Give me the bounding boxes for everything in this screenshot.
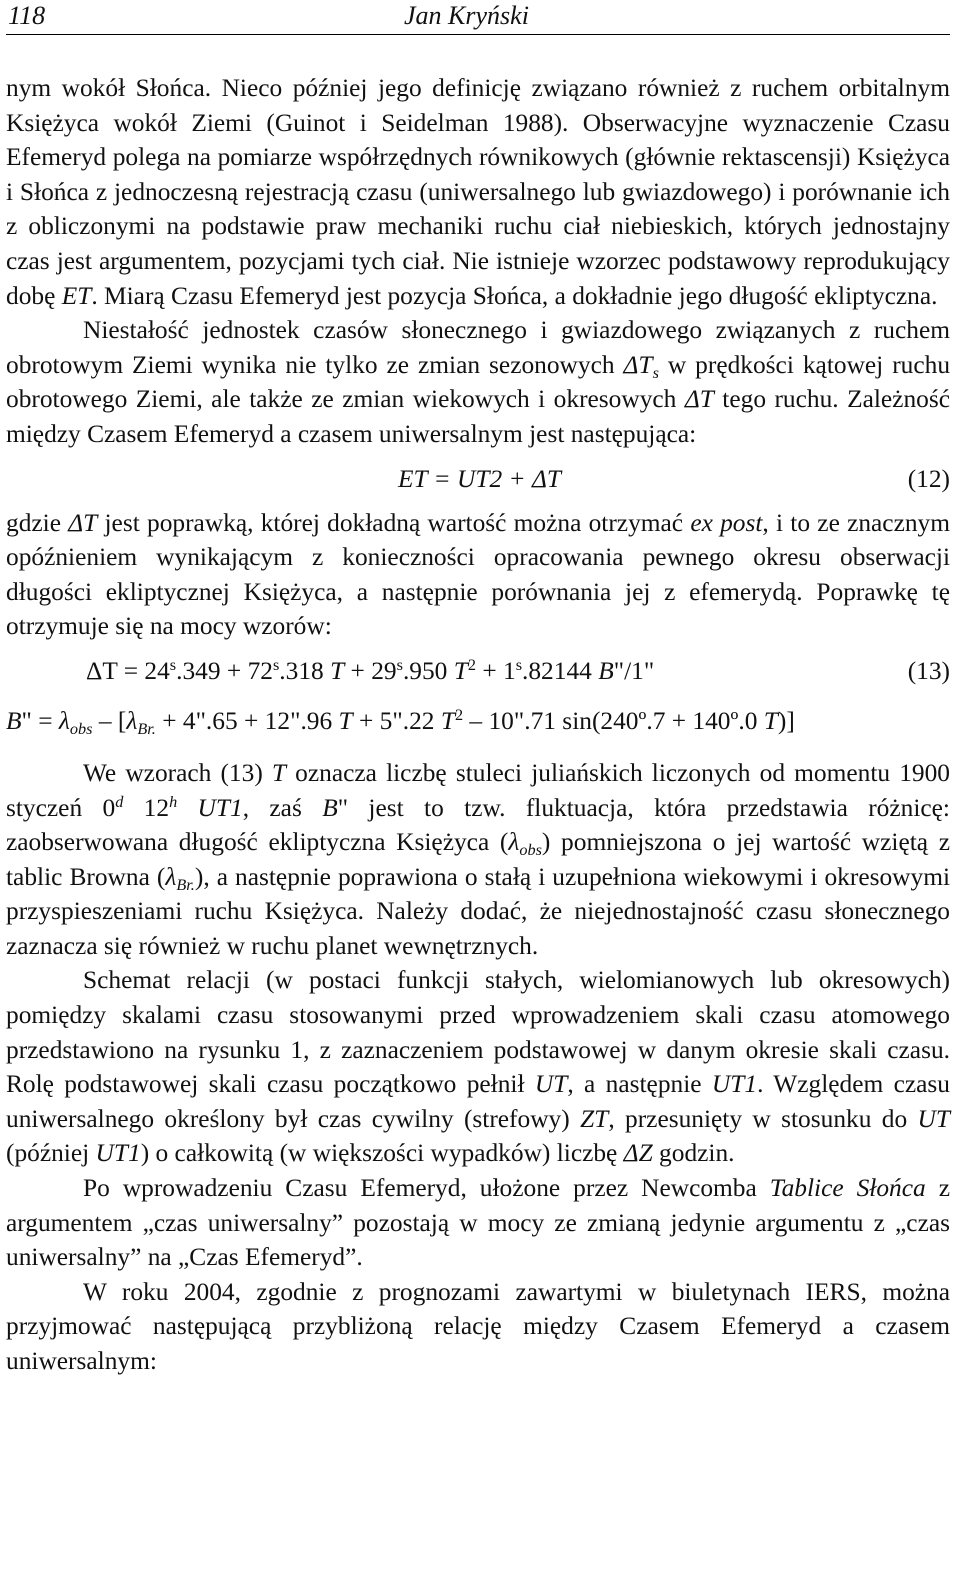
paragraph-1: nym wokół Słońca. Nieco później jego definicję związano również z ruchem orbitalnym Księżyca wokół Ziemi (Guinot i Seidelman 1988). Obserwacyjne wyznaczenie Czasu Efemeryd polega na pomiarze współrzędnych równikowych (głównie rektascensji) Księżyca i Słońca z jednoczesną rejestracją czasu (uniwersalnego lub gwiazdowego) i porównanie ich z obliczonymi na podstawie praw mechaniki ruchu ciał niebieskich, których jednostajny czas jest argumentem, pozycjami tych ciał. Nie istnieje wzorzec podstawowy reprodukujący dobę ET. Miarą Czasu Efemeryd jest pozycja Słońca, a dokładnie jego długość ekliptyczna. xyxy=(6,74,950,310)
equation-12-number: (12) xyxy=(907,464,950,493)
paragraph-5: Schemat relacji (w postaci funkcji stałych, wielomianowych lub okresowych) pomiędzy skalami czasu stosowanymi przed wprowadzeniem skali czasu atomowego przedstawiono na rysunku 1, z zaznaczeniem podstawowej w danym okresie skali czasu. Rolę podstawowej skali czasu początkowo pełnił UT, a następnie UT1. Względem czasu uniwersalnego określony był czas cywilny (strefowy) ZT, przesunięty w stosunku do UT (później UT1) o całkowitą (w większości wypadków) liczbę ΔZ godzin. xyxy=(6,966,951,1168)
equation-fluctuation-body: B" = $\lambda_{obs} - [\lambda_{Br.}$ + 4".65 + 12".96 T + 5".22 $T^2$ – 10".71 sin(240º.7 + 140º.0 T)] xyxy=(6,705,795,738)
paragraph-7: W roku 2004, zgodnie z prognozami zawartymi w biuletynach IERS, można przyjmować następującą przybliżoną relację między Czasem Efemeryd a czasem uniwersalnym: xyxy=(6,1277,950,1375)
equation-13-number: (13) xyxy=(907,656,950,685)
paragraph-2: Niestałość jednostek czasów słonecznego i gwiazdowego związanych z ruchem obrotowym Ziemi wynika nie tylko ze zmian sezonowych $\Delta T_s$ w prędkości kątowej ruchu obrotowego Ziemi, ale także ze zmian wiekowych i okresowych ΔT tego ruchu. Zależność między Czasem Efemeryd a czasem uniwersalnym jest następująca: xyxy=(6,316,951,448)
equation-fluctuation xyxy=(6,698,950,756)
paragraph-3: gdzie ΔT jest poprawką, której dokładną wartość można otrzymać ex post, i to ze znacznym opóźnieniem wynikającym z konieczności opracowania pewnego okresu obserwacji długości ekliptycznej Księżyca, a następnie porównania jej z efemerydą. Poprawkę tę otrzymuje się na mocy wzorów: xyxy=(6,508,950,641)
paragraph-6: Po wprowadzeniu Czasu Efemeryd, ułożone przez Newcomba Tablice Słońca z argumentem „czas uniwersalny” pozostają w mocy ze zmianą jedynie argumentu z „czas uniwersalny” na „Czas Efemeryd”. xyxy=(6,1174,951,1272)
equation-13-body: $\Delta T = 24^s.349 + 72^s.318$ $T + 29^s.950$ $T^2 + 1^s.82144$ B"/1" xyxy=(86,655,655,685)
equation-12 xyxy=(6,452,950,506)
body-text xyxy=(6,71,950,1379)
paragraph-4: We wzorach (13) T oznacza liczbę stuleci juliańskich liczonych od momentu 1900 styczeń 0$^d$ 12$^h$ UT1, zaś B" jest to tzw. fluktuacja, która przedstawia różnicę: zaobserwowana długość ekliptyczna Księżyca $(\lambda_{obs})$ pomniejszona o jej wartość wziętą z tablic Browna $(\lambda_{Br.})$, a następnie poprawiona o stałą i uzupełniona wiekowymi i okresowymi przyspieszeniami ruchu Księżyca. Należy dodać, że niejednostajność czasu słonecznego zaznacza się również w ruchu planet wewnętrznych. xyxy=(6,758,950,960)
equation-13 xyxy=(6,644,950,698)
page xyxy=(6,0,950,1379)
running-header xyxy=(6,0,950,35)
equation-12-body: ET = UT2 + ΔT xyxy=(398,464,562,493)
running-head-author: Jan Kryński xyxy=(404,1,529,30)
page-number: 118 xyxy=(8,1,46,30)
